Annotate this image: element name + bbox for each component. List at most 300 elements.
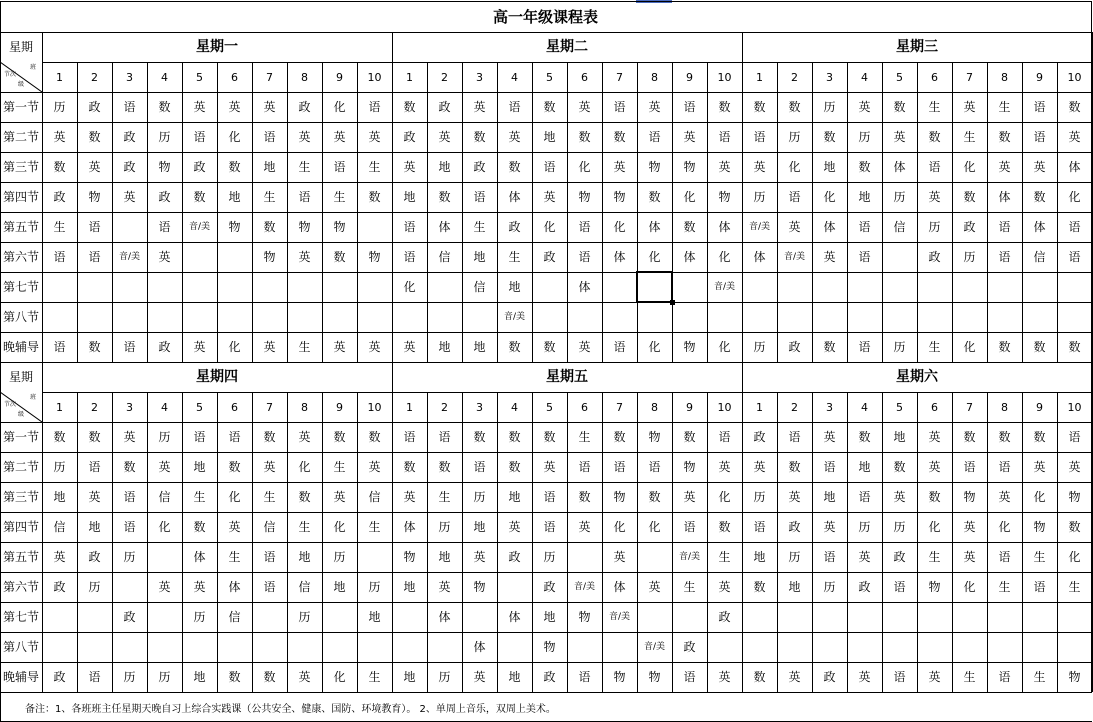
timetable-cell[interactable]: 化 [718,340,731,354]
timetable-cell[interactable]: 地 [438,550,451,564]
timetable-cell[interactable]: 语 [578,250,591,264]
timetable-cell[interactable]: 生 [718,550,731,564]
timetable-cell[interactable] [812,632,847,662]
timetable-cell[interactable]: 地 [333,580,346,594]
timetable-cell[interactable] [742,272,777,302]
timetable-cell[interactable]: 信 [158,490,171,504]
selected-cell[interactable] [636,271,673,303]
timetable-cell[interactable]: 化 [648,340,661,354]
timetable-cell[interactable]: 英 [263,460,276,474]
timetable-cell[interactable]: 地 [193,670,206,684]
timetable-cell[interactable]: 生 [228,550,241,564]
timetable-cell[interactable]: 语 [88,220,101,234]
timetable-cell[interactable]: 英 [298,430,311,444]
timetable-cell[interactable]: 英 [928,670,941,684]
timetable-cell[interactable] [217,632,252,662]
timetable-cell[interactable]: 信 [263,520,276,534]
timetable-cell[interactable]: 历 [963,250,976,264]
timetable-cell[interactable] [882,632,917,662]
timetable-cell[interactable]: 语 [578,460,591,474]
timetable-cell[interactable] [462,602,497,632]
timetable-cell[interactable]: 数 [823,340,836,354]
timetable-cell[interactable]: 物 [683,160,696,174]
timetable-cell[interactable]: 政 [158,190,171,204]
timetable-cell[interactable] [252,602,287,632]
timetable-cell[interactable]: 英 [53,550,66,564]
timetable-cell[interactable]: 语 [963,460,976,474]
timetable-cell[interactable]: 语 [613,460,626,474]
timetable-cell[interactable]: 音/美 [573,581,596,592]
timetable-cell[interactable]: 语 [543,490,556,504]
timetable-cell[interactable]: 英 [438,580,451,594]
timetable-cell[interactable]: 体 [438,610,451,624]
timetable-cell[interactable]: 语 [263,550,276,564]
timetable-cell[interactable]: 历 [193,610,206,624]
timetable-cell[interactable]: 英 [473,670,486,684]
timetable-cell[interactable]: 生 [928,100,941,114]
timetable-cell[interactable]: 英 [683,130,696,144]
timetable-cell[interactable]: 数 [473,130,486,144]
timetable-cell[interactable]: 政 [718,610,731,624]
timetable-cell[interactable] [217,302,252,332]
timetable-cell[interactable]: 英 [718,160,731,174]
timetable-cell[interactable]: 历 [123,670,136,684]
timetable-cell[interactable]: 化 [648,250,661,264]
timetable-cell[interactable]: 生 [998,580,1011,594]
timetable-cell[interactable] [1057,272,1092,302]
timetable-cell[interactable]: 信 [473,280,486,294]
timetable-cell[interactable]: 语 [998,670,1011,684]
timetable-cell[interactable]: 语 [508,100,521,114]
timetable-cell[interactable]: 体 [613,580,626,594]
timetable-cell[interactable]: 地 [228,190,241,204]
timetable-cell[interactable]: 生 [298,520,311,534]
timetable-cell[interactable]: 英 [298,670,311,684]
timetable-cell[interactable]: 语 [263,130,276,144]
timetable-cell[interactable] [112,632,147,662]
timetable-cell[interactable]: 政 [403,130,416,144]
timetable-cell[interactable]: 数 [893,100,906,114]
timetable-cell[interactable]: 物 [648,430,661,444]
timetable-cell[interactable]: 音/美 [643,641,666,652]
timetable-cell[interactable]: 英 [438,130,451,144]
timetable-cell[interactable]: 历 [473,490,486,504]
timetable-cell[interactable]: 数 [788,460,801,474]
timetable-cell[interactable]: 数 [473,430,486,444]
timetable-cell[interactable] [77,272,112,302]
timetable-cell[interactable]: 语 [543,520,556,534]
timetable-cell[interactable]: 体 [578,280,591,294]
timetable-cell[interactable] [812,272,847,302]
timetable-cell[interactable]: 政 [683,640,696,654]
timetable-cell[interactable] [987,272,1022,302]
timetable-cell[interactable] [1057,632,1092,662]
timetable-cell[interactable] [637,302,672,332]
timetable-cell[interactable]: 化 [788,160,801,174]
timetable-cell[interactable]: 数 [893,460,906,474]
timetable-cell[interactable]: 英 [998,490,1011,504]
timetable-cell[interactable]: 体 [1033,220,1046,234]
timetable-cell[interactable]: 地 [193,460,206,474]
timetable-cell[interactable]: 物 [718,190,731,204]
timetable-cell[interactable]: 物 [648,670,661,684]
timetable-cell[interactable]: 体 [893,160,906,174]
timetable-cell[interactable]: 化 [228,490,241,504]
timetable-cell[interactable]: 语 [788,430,801,444]
timetable-cell[interactable]: 语 [998,460,1011,474]
timetable-cell[interactable]: 政 [53,190,66,204]
timetable-cell[interactable]: 语 [123,490,136,504]
timetable-cell[interactable]: 英 [893,130,906,144]
timetable-cell[interactable]: 历 [788,550,801,564]
timetable-cell[interactable]: 数 [333,430,346,444]
timetable-cell[interactable]: 化 [613,220,626,234]
timetable-cell[interactable]: 数 [193,520,206,534]
timetable-cell[interactable] [322,632,357,662]
timetable-cell[interactable]: 数 [263,670,276,684]
timetable-cell[interactable]: 语 [788,190,801,204]
timetable-cell[interactable]: 历 [123,550,136,564]
timetable-cell[interactable] [952,632,987,662]
timetable-cell[interactable] [287,632,322,662]
timetable-cell[interactable]: 政 [508,550,521,564]
timetable-cell[interactable]: 音/美 [608,611,631,622]
timetable-cell[interactable]: 英 [368,340,381,354]
timetable-cell[interactable]: 物 [543,640,556,654]
timetable-cell[interactable]: 政 [53,580,66,594]
timetable-cell[interactable]: 历 [298,610,311,624]
timetable-cell[interactable]: 英 [753,160,766,174]
timetable-cell[interactable]: 生 [1033,550,1046,564]
timetable-cell[interactable]: 英 [228,520,241,534]
timetable-cell[interactable]: 语 [998,550,1011,564]
timetable-cell[interactable]: 英 [368,460,381,474]
timetable-cell[interactable]: 地 [788,580,801,594]
timetable-cell[interactable]: 英 [823,250,836,264]
timetable-cell[interactable]: 物 [403,550,416,564]
timetable-cell[interactable]: 英 [893,490,906,504]
timetable-cell[interactable]: 英 [613,550,626,564]
timetable-cell[interactable]: 英 [1033,460,1046,474]
timetable-cell[interactable]: 数 [683,430,696,444]
timetable-cell[interactable]: 历 [858,130,871,144]
timetable-cell[interactable]: 政 [543,580,556,594]
timetable-cell[interactable]: 英 [963,100,976,114]
timetable-cell[interactable] [567,302,602,332]
timetable-cell[interactable]: 语 [193,130,206,144]
timetable-cell[interactable]: 地 [53,490,66,504]
timetable-cell[interactable] [42,602,77,632]
timetable-cell[interactable]: 英 [648,580,661,594]
timetable-cell[interactable]: 体 [508,610,521,624]
timetable-cell[interactable] [1022,602,1057,632]
timetable-cell[interactable]: 音/美 [118,251,141,262]
timetable-cell[interactable]: 地 [438,340,451,354]
timetable-cell[interactable]: 英 [718,670,731,684]
timetable-cell[interactable] [1057,602,1092,632]
timetable-cell[interactable]: 生 [928,340,941,354]
timetable-cell[interactable]: 历 [333,550,346,564]
timetable-cell[interactable]: 地 [473,250,486,264]
timetable-cell[interactable]: 语 [228,430,241,444]
timetable-cell[interactable] [427,302,462,332]
timetable-cell[interactable] [77,602,112,632]
timetable-cell[interactable] [777,602,812,632]
timetable-cell[interactable]: 数 [228,160,241,174]
timetable-cell[interactable]: 生 [998,100,1011,114]
timetable-cell[interactable]: 英 [543,460,556,474]
timetable-cell[interactable]: 生 [473,220,486,234]
timetable-cell[interactable]: 数 [368,190,381,204]
timetable-cell[interactable]: 英 [403,160,416,174]
timetable-cell[interactable]: 语 [53,340,66,354]
timetable-cell[interactable] [322,602,357,632]
timetable-cell[interactable]: 政 [158,340,171,354]
timetable-cell[interactable]: 数 [788,100,801,114]
timetable-cell[interactable] [112,302,147,332]
timetable-cell[interactable]: 生 [438,490,451,504]
timetable-cell[interactable]: 生 [298,340,311,354]
timetable-cell[interactable]: 英 [263,100,276,114]
timetable-cell[interactable]: 历 [893,190,906,204]
timetable-cell[interactable]: 化 [718,250,731,264]
timetable-cell[interactable] [567,542,602,572]
timetable-cell[interactable]: 化 [1068,550,1081,564]
timetable-cell[interactable]: 英 [158,460,171,474]
timetable-cell[interactable]: 体 [508,190,521,204]
timetable-cell[interactable]: 生 [263,190,276,204]
timetable-cell[interactable] [1057,302,1092,332]
timetable-cell[interactable] [357,212,392,242]
timetable-cell[interactable]: 生 [368,670,381,684]
timetable-cell[interactable]: 地 [403,580,416,594]
timetable-cell[interactable]: 历 [53,100,66,114]
timetable-cell[interactable]: 化 [823,190,836,204]
timetable-cell[interactable]: 数 [543,340,556,354]
timetable-cell[interactable] [532,302,567,332]
timetable-cell[interactable]: 英 [858,550,871,564]
timetable-cell[interactable]: 历 [543,550,556,564]
timetable-cell[interactable] [952,272,987,302]
timetable-cell[interactable] [42,272,77,302]
timetable-cell[interactable]: 英 [963,520,976,534]
timetable-cell[interactable]: 物 [88,190,101,204]
timetable-cell[interactable]: 地 [438,160,451,174]
timetable-cell[interactable]: 体 [1068,160,1081,174]
timetable-cell[interactable]: 数 [1033,340,1046,354]
timetable-cell[interactable]: 语 [403,220,416,234]
timetable-cell[interactable]: 语 [683,100,696,114]
timetable-cell[interactable]: 英 [123,430,136,444]
timetable-cell[interactable]: 语 [403,250,416,264]
timetable-cell[interactable]: 物 [298,220,311,234]
timetable-cell[interactable]: 数 [648,190,661,204]
timetable-cell[interactable]: 地 [858,190,871,204]
timetable-cell[interactable]: 物 [1033,520,1046,534]
timetable-cell[interactable]: 语 [88,670,101,684]
timetable-cell[interactable] [497,632,532,662]
timetable-cell[interactable]: 语 [928,160,941,174]
timetable-cell[interactable] [252,302,287,332]
timetable-cell[interactable] [847,272,882,302]
timetable-cell[interactable] [287,272,322,302]
timetable-cell[interactable]: 英 [158,250,171,264]
timetable-cell[interactable]: 化 [1068,190,1081,204]
timetable-cell[interactable] [287,302,322,332]
timetable-cell[interactable]: 体 [193,550,206,564]
timetable-cell[interactable]: 生 [1033,670,1046,684]
timetable-cell[interactable]: 语 [823,460,836,474]
timetable-cell[interactable]: 历 [438,670,451,684]
timetable-cell[interactable] [567,632,602,662]
timetable-cell[interactable]: 化 [928,520,941,534]
timetable-cell[interactable] [252,632,287,662]
timetable-cell[interactable]: 英 [858,670,871,684]
timetable-cell[interactable]: 物 [928,580,941,594]
timetable-cell[interactable]: 语 [998,250,1011,264]
timetable-cell[interactable] [532,272,567,302]
timetable-cell[interactable]: 数 [613,430,626,444]
timetable-cell[interactable]: 体 [718,220,731,234]
timetable-cell[interactable]: 语 [858,340,871,354]
timetable-cell[interactable]: 地 [473,520,486,534]
timetable-cell[interactable]: 政 [53,670,66,684]
timetable-cell[interactable]: 语 [298,190,311,204]
timetable-cell[interactable]: 历 [53,460,66,474]
timetable-cell[interactable]: 体 [753,250,766,264]
timetable-cell[interactable]: 物 [613,490,626,504]
timetable-cell[interactable]: 政 [753,430,766,444]
timetable-cell[interactable]: 英 [718,580,731,594]
timetable-cell[interactable]: 政 [788,340,801,354]
timetable-cell[interactable]: 政 [543,670,556,684]
timetable-cell[interactable] [707,302,742,332]
timetable-cell[interactable]: 语 [858,490,871,504]
timetable-cell[interactable]: 数 [53,160,66,174]
timetable-cell[interactable]: 语 [998,220,1011,234]
timetable-cell[interactable]: 信 [53,520,66,534]
timetable-cell[interactable]: 化 [333,100,346,114]
timetable-cell[interactable] [427,272,462,302]
timetable-cell[interactable]: 体 [473,640,486,654]
timetable-cell[interactable]: 数 [228,460,241,474]
timetable-cell[interactable]: 数 [578,490,591,504]
timetable-cell[interactable]: 数 [298,490,311,504]
timetable-cell[interactable]: 语 [683,670,696,684]
timetable-cell[interactable]: 数 [753,580,766,594]
timetable-cell[interactable] [392,602,427,632]
timetable-cell[interactable]: 生 [333,190,346,204]
timetable-cell[interactable]: 数 [928,130,941,144]
timetable-cell[interactable] [147,602,182,632]
timetable-cell[interactable] [112,212,147,242]
timetable-cell[interactable] [672,272,707,302]
timetable-cell[interactable] [847,602,882,632]
timetable-cell[interactable]: 生 [333,460,346,474]
timetable-cell[interactable]: 历 [893,520,906,534]
timetable-cell[interactable]: 语 [648,460,661,474]
timetable-cell[interactable]: 语 [823,550,836,564]
timetable-cell[interactable]: 语 [613,340,626,354]
timetable-cell[interactable]: 语 [193,430,206,444]
timetable-cell[interactable]: 音/美 [503,311,526,322]
timetable-cell[interactable]: 英 [263,340,276,354]
timetable-cell[interactable]: 生 [578,430,591,444]
timetable-cell[interactable]: 英 [578,340,591,354]
timetable-cell[interactable]: 英 [298,250,311,264]
timetable-cell[interactable]: 地 [858,460,871,474]
timetable-cell[interactable] [987,602,1022,632]
timetable-cell[interactable]: 语 [263,580,276,594]
timetable-cell[interactable]: 音/美 [678,551,701,562]
timetable-cell[interactable]: 化 [718,490,731,504]
timetable-cell[interactable]: 语 [753,130,766,144]
timetable-cell[interactable]: 英 [998,160,1011,174]
timetable-cell[interactable]: 历 [823,100,836,114]
timetable-cell[interactable] [357,272,392,302]
timetable-cell[interactable]: 体 [648,220,661,234]
timetable-cell[interactable] [217,242,252,272]
timetable-cell[interactable] [742,602,777,632]
timetable-cell[interactable]: 地 [508,280,521,294]
timetable-cell[interactable]: 体 [823,220,836,234]
timetable-cell[interactable]: 历 [753,190,766,204]
timetable-cell[interactable] [322,272,357,302]
timetable-cell[interactable]: 英 [53,130,66,144]
timetable-cell[interactable]: 英 [193,580,206,594]
timetable-cell[interactable] [672,302,707,332]
timetable-cell[interactable]: 数 [998,340,1011,354]
timetable-cell[interactable]: 数 [158,100,171,114]
timetable-cell[interactable]: 英 [788,220,801,234]
timetable-cell[interactable] [112,572,147,602]
timetable-cell[interactable]: 英 [333,340,346,354]
timetable-cell[interactable]: 化 [228,130,241,144]
timetable-cell[interactable]: 语 [893,670,906,684]
timetable-cell[interactable]: 英 [823,520,836,534]
timetable-cell[interactable]: 数 [368,430,381,444]
timetable-cell[interactable]: 历 [858,520,871,534]
timetable-cell[interactable]: 语 [368,100,381,114]
timetable-cell[interactable]: 物 [683,460,696,474]
timetable-cell[interactable]: 政 [123,610,136,624]
timetable-cell[interactable]: 物 [963,490,976,504]
timetable-cell[interactable]: 地 [508,670,521,684]
timetable-cell[interactable]: 信 [438,250,451,264]
timetable-cell[interactable]: 数 [333,250,346,264]
timetable-cell[interactable]: 历 [928,220,941,234]
timetable-cell[interactable]: 政 [473,160,486,174]
timetable-cell[interactable] [497,572,532,602]
timetable-cell[interactable]: 历 [788,130,801,144]
timetable-cell[interactable]: 英 [718,460,731,474]
timetable-cell[interactable]: 语 [88,460,101,474]
timetable-cell[interactable]: 地 [473,340,486,354]
timetable-cell[interactable]: 语 [683,520,696,534]
timetable-cell[interactable]: 体 [683,250,696,264]
timetable-cell[interactable] [182,632,217,662]
timetable-cell[interactable] [917,602,952,632]
timetable-cell[interactable]: 数 [578,130,591,144]
timetable-cell[interactable]: 英 [403,490,416,504]
timetable-cell[interactable]: 语 [1033,580,1046,594]
timetable-cell[interactable]: 化 [298,460,311,474]
timetable-cell[interactable]: 物 [648,160,661,174]
timetable-cell[interactable]: 地 [263,160,276,174]
timetable-cell[interactable]: 地 [893,430,906,444]
timetable-cell[interactable]: 英 [928,430,941,444]
timetable-cell[interactable]: 数 [403,100,416,114]
